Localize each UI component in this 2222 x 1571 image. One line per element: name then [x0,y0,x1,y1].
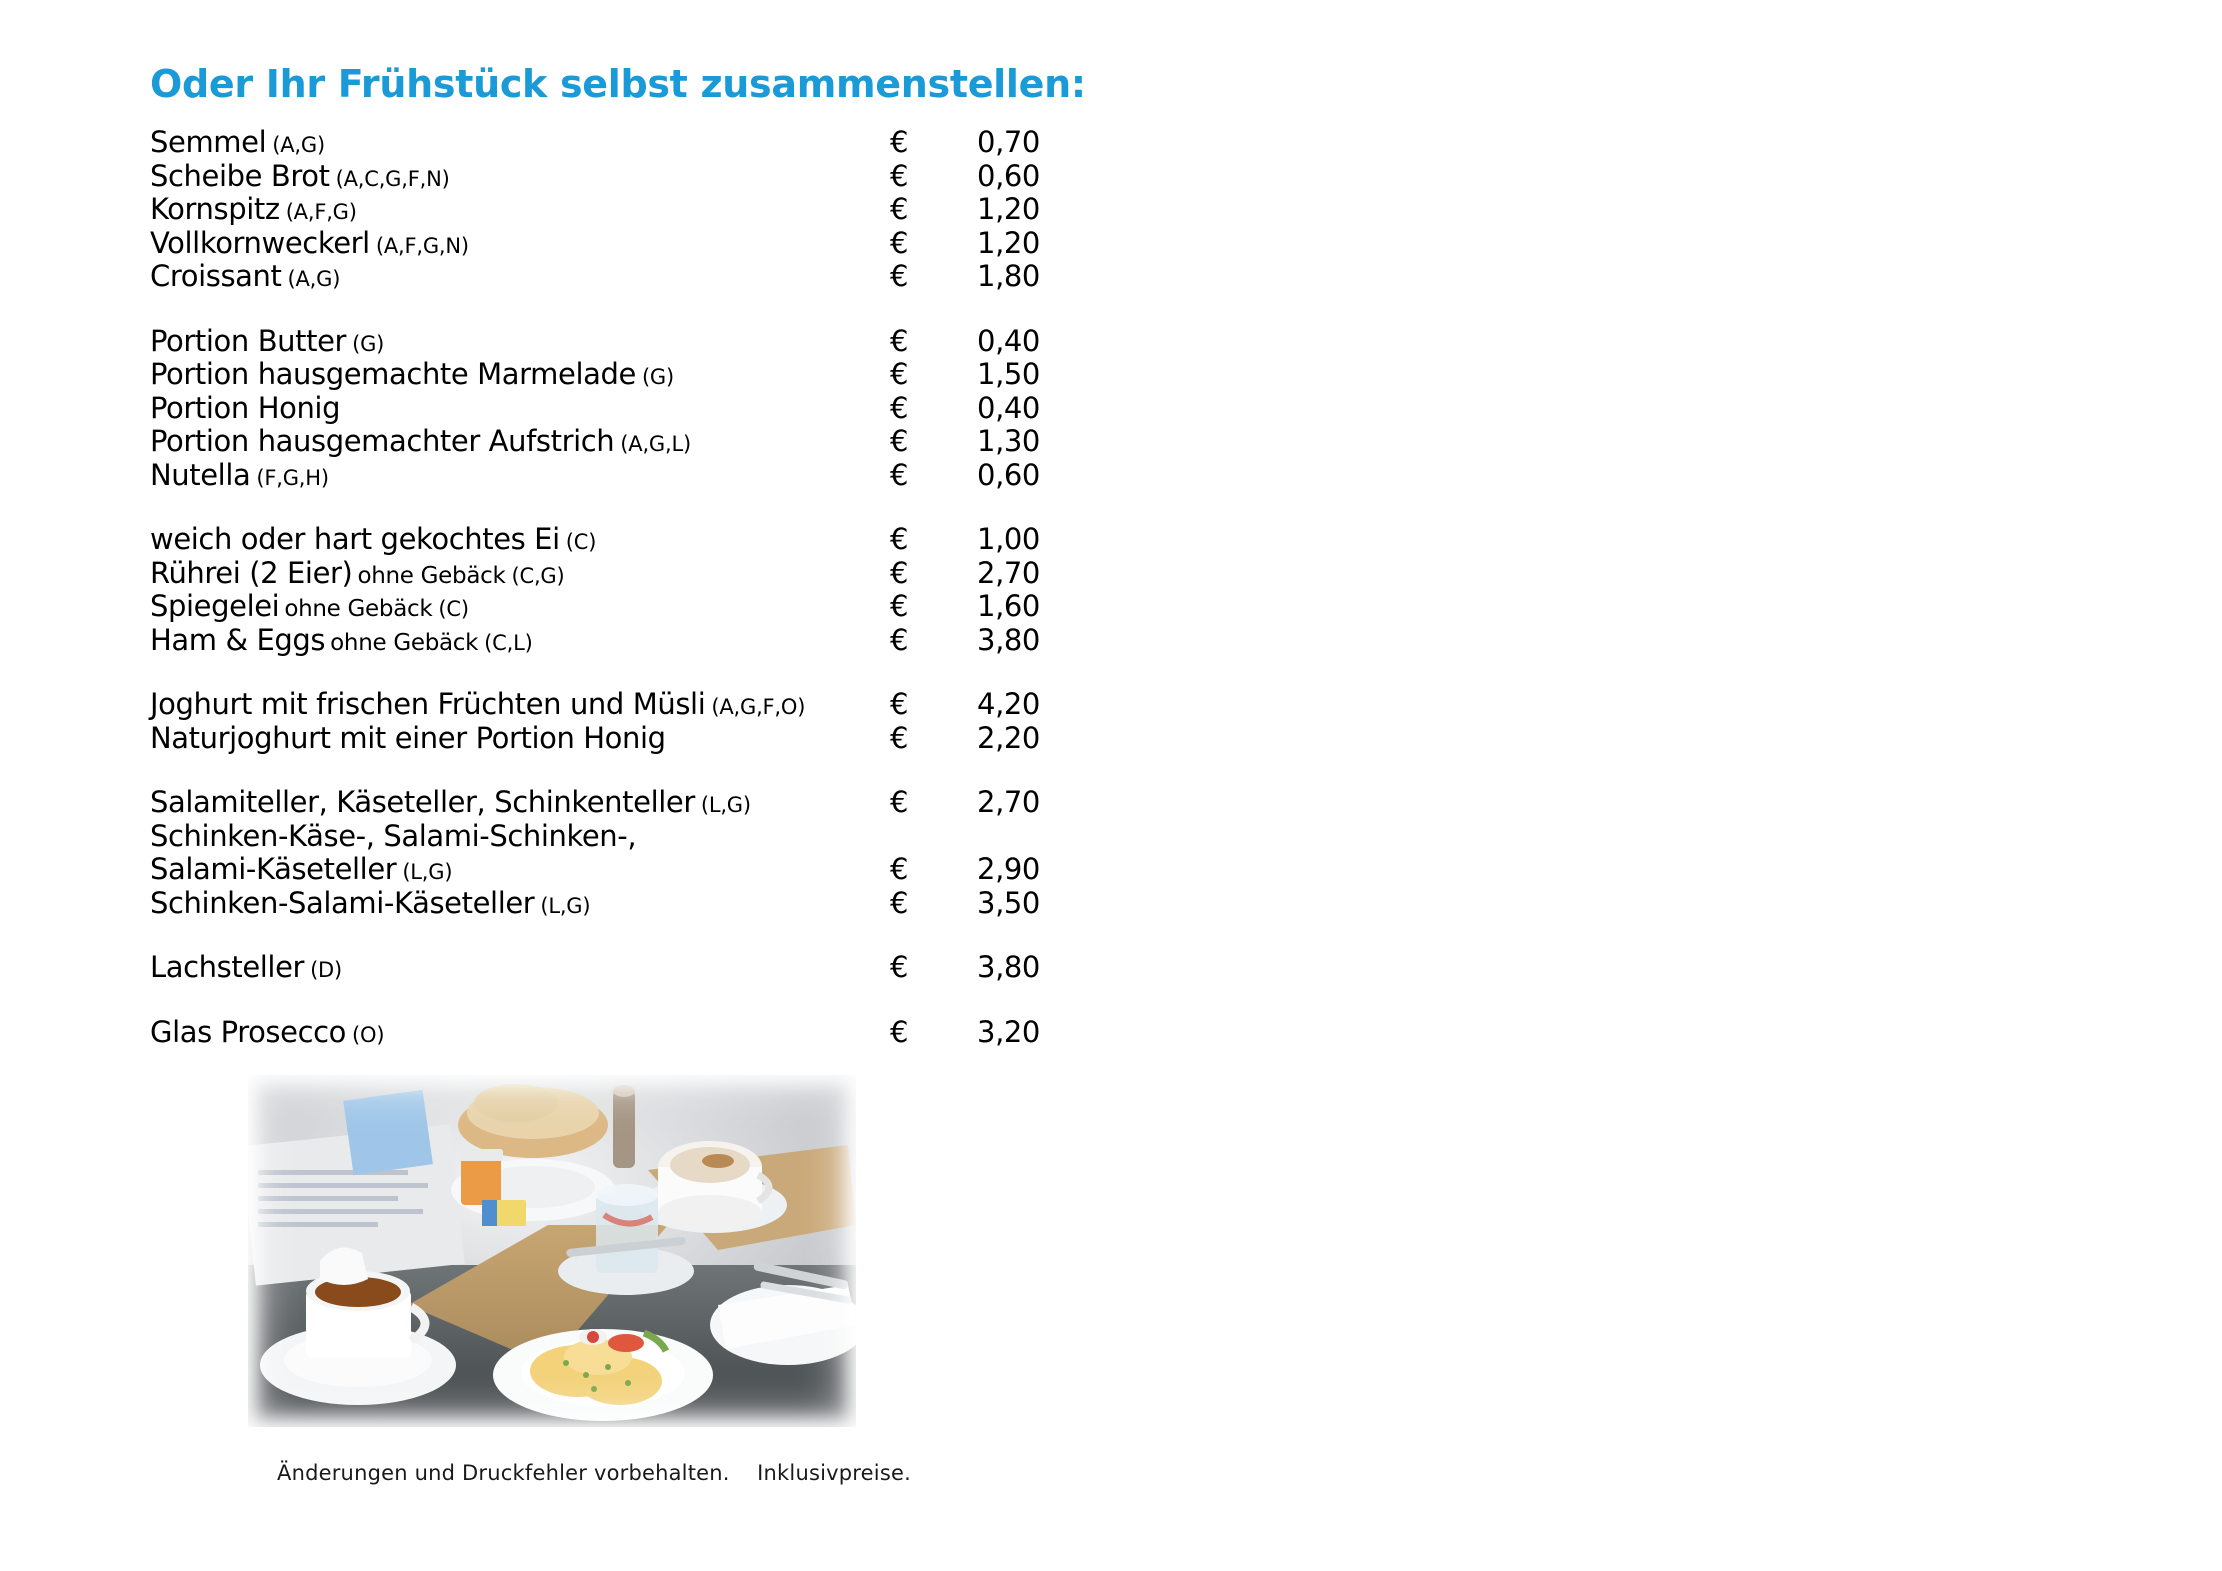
breakfast-photo [248,1075,856,1427]
allergen-codes: (L,G) [402,860,453,884]
allergen-codes: (A,G,L) [620,432,691,456]
currency-symbol: € [890,357,909,391]
allergen-codes: (G) [641,365,674,389]
allergen-codes: (A,F,G) [285,200,357,224]
price-amount: 1,80 [977,259,1040,293]
allergen-codes: (A,G) [272,133,325,157]
menu-item-price [890,159,1040,193]
menu-item-row [150,192,1150,226]
photo-illustration [248,1075,856,1427]
menu-item-name: Salami-Käseteller (L,G) [150,852,453,886]
price-amount: 3,20 [977,1014,1040,1049]
menu-item-name: Schinken-Salami-Käseteller (L,G) [150,885,591,920]
price-amount: 2,70 [977,785,1040,819]
price-amount: 1,60 [977,589,1040,623]
menu-item-price [890,1015,1040,1049]
allergen-codes: (G) [352,331,385,356]
menu-item-row [150,819,1150,853]
menu-item-price [890,886,1040,920]
allergen-codes: (C,G) [511,563,565,588]
allergen-codes: (A,G,F,O) [711,695,806,719]
menu-item-name: Kornspitz (A,F,G) [150,192,357,226]
price-amount: 1,20 [977,192,1040,226]
menu-item-price [890,589,1040,623]
price-amount: 4,20 [977,687,1040,721]
allergen-codes: (A,F,G,N) [375,233,469,258]
currency-symbol: € [890,852,909,886]
allergen-codes: (O) [352,1022,385,1047]
price-amount: 1,30 [977,424,1040,458]
menu-item-row [150,852,1150,886]
group-spacer [150,491,1150,522]
menu-item-name: Portion Honig [150,390,341,425]
allergen-codes: (C,L) [484,630,533,655]
price-amount: 2,90 [977,852,1040,886]
menu-item-name: Glas Prosecco (O) [150,1014,385,1049]
menu-item-name: Portion hausgemachter Aufstrich (A,G,L) [150,424,691,458]
menu-item-subnote: ohne Gebäck [284,596,433,622]
breakfast-photo-image [248,1075,856,1427]
currency-symbol: € [890,457,909,492]
allergen-codes: (F,G,H) [256,465,329,490]
menu-item-row [150,785,1150,819]
menu-item-price [890,852,1040,886]
menu-item-price [890,125,1040,159]
allergen-codes: (D) [310,958,343,982]
group-spacer [150,919,1150,950]
menu-item-price [890,192,1040,226]
menu-item-subnote: ohne Gebäck [330,629,479,656]
menu-item-row [150,556,1150,590]
menu-item-price [890,785,1040,819]
currency-symbol: € [890,589,909,623]
menu-item-row [150,886,1150,920]
menu-item-row [150,1015,1150,1049]
left-footer-note: Änderungen und Druckfehler vorbehalten. Inklusivpreise. [277,1461,911,1485]
menu-item-name: Spiegelei ohne Gebäck (C) [150,589,469,623]
currency-symbol: € [890,323,909,358]
group-spacer [150,984,1150,1015]
group-spacer [150,754,1150,785]
currency-symbol: € [890,687,909,721]
allergen-codes: (C) [565,530,597,554]
right-column [1190,0,2222,1571]
menu-item-price [890,687,1040,721]
breakfast-item-list [150,125,1150,1048]
currency-symbol: € [890,950,909,984]
menu-item-row [150,391,1150,425]
price-amount: 0,40 [977,323,1040,358]
menu-item-name: Schinken-Käse-, Salami-Schinken-, [150,818,637,853]
menu-item-price [890,357,1040,391]
menu-item-name: Portion hausgemachte Marmelade (G) [150,357,674,391]
price-amount: 2,70 [977,555,1040,590]
currency-symbol: € [890,424,909,458]
group-spacer [150,293,1150,324]
menu-item-row [150,721,1150,755]
menu-item-row [150,259,1150,293]
currency-symbol: € [890,555,909,590]
currency-symbol: € [890,158,909,193]
currency-symbol: € [890,622,909,657]
menu-item-name: Portion Butter (G) [150,323,385,358]
allergen-codes: (L,G) [540,893,591,918]
menu-item-price [890,226,1040,260]
menu-item-price [890,721,1040,755]
currency-symbol: € [890,522,909,556]
price-amount: 0,60 [977,457,1040,492]
left-section-heading: Oder Ihr Frühstück selbst zusammenstellen: [150,62,1086,106]
price-amount: 1,20 [977,225,1040,260]
price-amount: 0,70 [977,125,1040,159]
price-amount: 1,50 [977,357,1040,391]
menu-item-name: Croissant (A,G) [150,259,341,293]
price-amount: 3,80 [977,950,1040,984]
menu-item-name: Naturjoghurt mit einer Portion Honig [150,720,666,755]
menu-item-row [150,125,1150,159]
currency-symbol: € [890,885,909,920]
menu-item-price [890,324,1040,358]
menu-item-price [890,424,1040,458]
group-spacer [150,656,1150,687]
menu-item-name: Joghurt mit frischen Früchten und Müsli (A,G,F,O) [150,687,806,721]
menu-item-row [150,226,1150,260]
currency-symbol: € [890,259,909,293]
menu-item-row [150,589,1150,623]
menu-item-row [150,458,1150,492]
price-amount: 3,80 [977,622,1040,657]
price-amount: 1,00 [977,522,1040,556]
price-amount: 0,60 [977,158,1040,193]
price-amount: 0,40 [977,390,1040,425]
menu-item-price [890,623,1040,657]
menu-item-name: Semmel (A,G) [150,125,325,159]
menu-item-price [890,391,1040,425]
menu-item-row [150,159,1150,193]
menu-item-row [150,687,1150,721]
currency-symbol: € [890,785,909,819]
allergen-codes: (A,C,G,F,N) [335,166,450,191]
currency-symbol: € [890,225,909,260]
menu-item-row [150,950,1150,984]
menu-item-name: Ham & Eggs ohne Gebäck (C,L) [150,622,533,657]
menu-item-row [150,324,1150,358]
menu-item-price [890,556,1040,590]
price-amount: 3,50 [977,885,1040,920]
currency-symbol: € [890,125,909,159]
menu-item-row [150,522,1150,556]
menu-item-row [150,357,1150,391]
currency-symbol: € [890,192,909,226]
currency-symbol: € [890,1014,909,1049]
menu-item-price [890,950,1040,984]
allergen-codes: (L,G) [700,793,751,817]
menu-item-row [150,424,1150,458]
allergen-codes: (A,G) [287,267,341,291]
menu-item-price [890,458,1040,492]
menu-item-name: Nutella (F,G,H) [150,457,329,492]
menu-item-name: Rührei (2 Eier) ohne Gebäck (C,G) [150,555,565,590]
allergen-codes: (C) [438,597,469,621]
currency-symbol: € [890,390,909,425]
menu-item-name: Salamiteller, Käseteller, Schinkenteller (L,G) [150,785,751,819]
menu-item-subnote: ohne Gebäck [357,562,506,589]
menu-item-name: Scheibe Brot (A,C,G,F,N) [150,158,450,193]
menu-item-row [150,623,1150,657]
menu-item-name: weich oder hart gekochtes Ei (C) [150,522,597,556]
price-amount: 2,20 [977,720,1040,755]
menu-item-name: Lachsteller (D) [150,950,343,984]
menu-item-price [890,259,1040,293]
menu-item-price [890,522,1040,556]
menu-item-name: Vollkornweckerl (A,F,G,N) [150,225,469,260]
currency-symbol: € [890,720,909,755]
